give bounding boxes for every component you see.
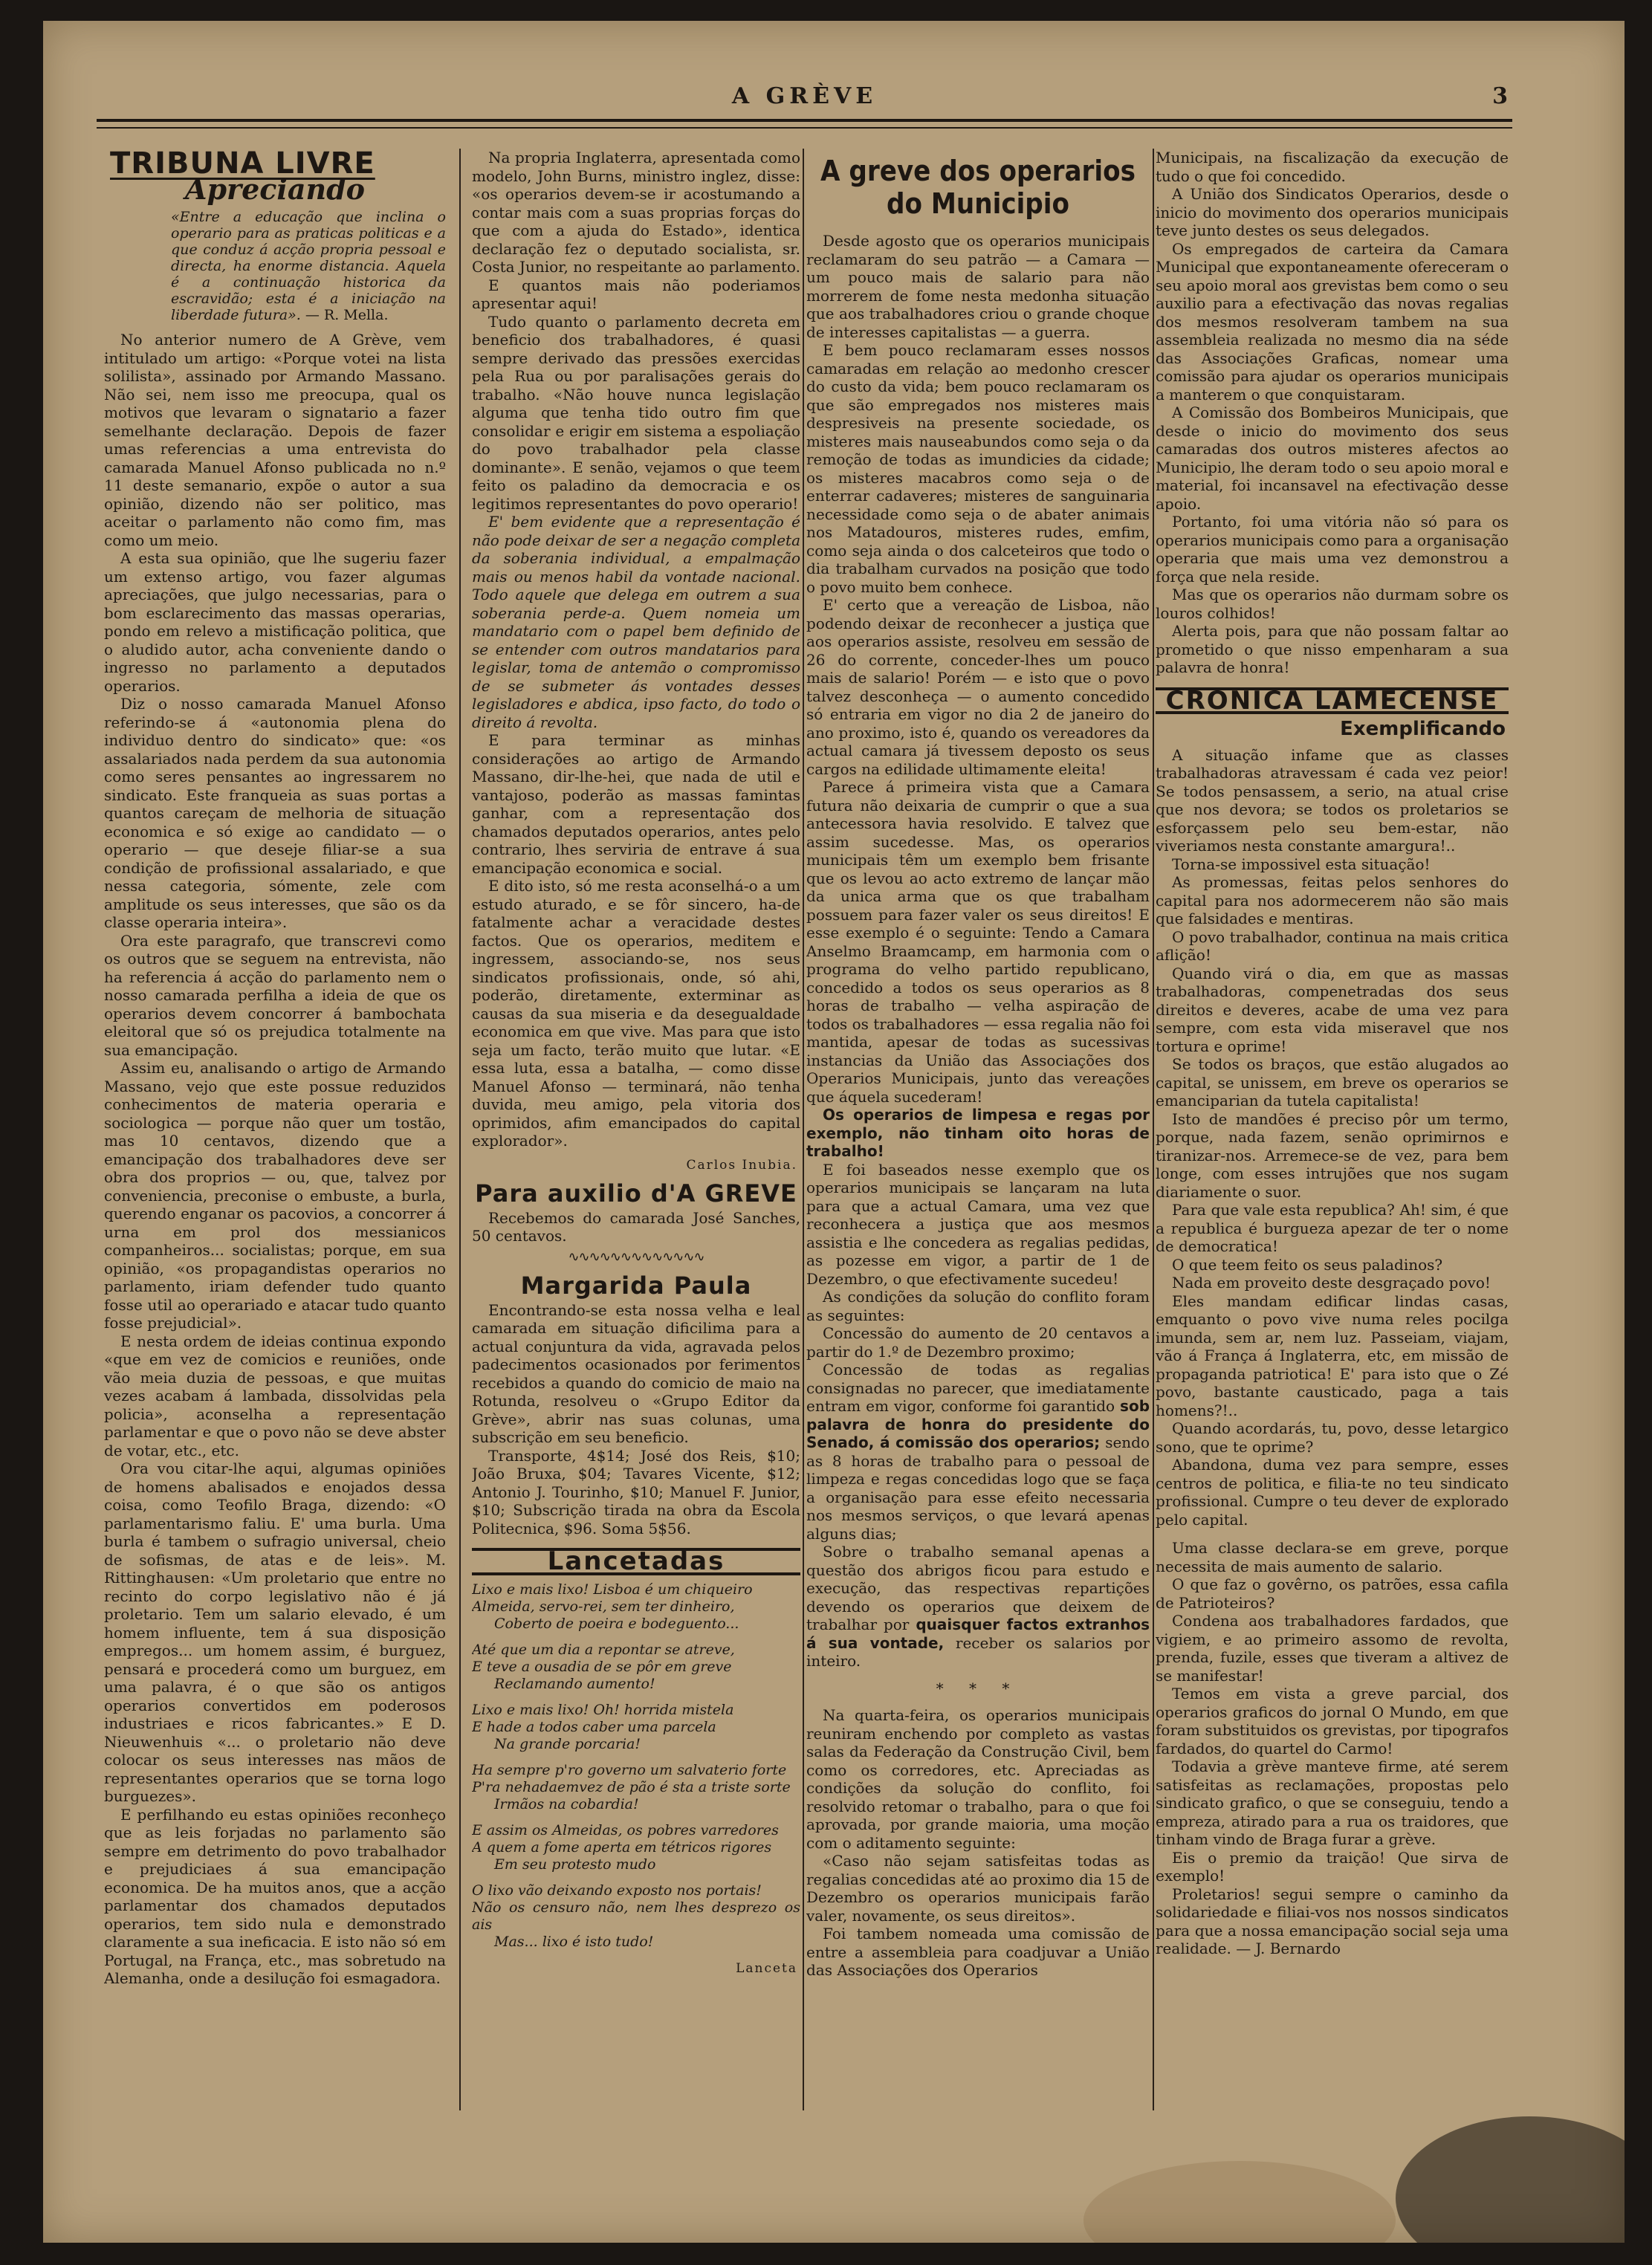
text-run: Sobre o trabalho semanal apenas a questão dos abrigos ficou para estudo e execução, das respectivas repartições devendo os operarios que deixem de trabalhar por (806, 1543, 1150, 1633)
wavy-divider: ∿∿∿∿∿∿∿∿∿∿∿∿∿ (568, 1248, 704, 1265)
verse-line: Na grande porcaria! (494, 1735, 641, 1752)
verse-line: E hade a todos caber uma parcela (472, 1718, 716, 1735)
article-title: Para auxilio d'A GREVE (475, 1179, 797, 1208)
paragraph: E dito isto, só me resta aconselhá-o a um estudo aturado, e se fôr sincero, ha-de fatalmente achar a veracidade destes factos. Que os operarios, meditem e ingressem, associando-se, nos seus sindicatos profissionais, onde, só ahi, poderão, diretamente, exterminar as causas da sua miseria e da desegualdade economica em que vive. Mas para que isto seja um facto, terão muito que lutar. «E essa luta, essa a batalha, — como disse Manuel Afonso — terminará, não tenha duvida, meu amigo, pela vitoria dos oprimidos, afim emancipados do capital explorador». (472, 877, 800, 1150)
newspaper-title: A GRÈVE (731, 83, 878, 109)
paragraph: E nesta ordem de ideias continua expondo «que em vez de comicios e reuniões, onde vão meia duzia de pessoas, e que muitas vezes acabam á lambada, dissolvidas pela policia», aconselha a representação parlamentar e que o povo não se deve abster de votar, etc., etc. (104, 1332, 446, 1459)
article-title: Lancetadas (472, 1548, 800, 1575)
paragraph: Se todos os braços, que estão alugados ao capital, se unissem, em breve os operarios se emanciparian da tutela capitalista! (1156, 1055, 1509, 1109)
epigraph-author: — R. Mella. (305, 307, 389, 323)
paragraph: Abandona, duma vez para sempre, esses centros de politica, e filia-te no teu sindicato profissional. Cumpre o teu dever de explorado pelo capital. (1156, 1456, 1509, 1529)
section-separator: * * * (936, 1679, 1020, 1697)
paragraph: «Caso não sejam satisfeitas todas as regalias concedidas até ao proximo dia 15 de Dezembro os operarios municipais farão valer, novamente, os seus direitos». (806, 1852, 1150, 1925)
paragraph: A União dos Sindicatos Operarios, desde o inicio do movimento dos operarios municipais teve junto destes os seus delegados. (1156, 185, 1509, 239)
paragraph: Parece á primeira vista que a Camara futura não deixaria de cumprir o que a sua antecessora havia resolvido. E talvez que assim sucedesse. Mas, os operarios municipais têm um exemplo bem frisante que os levou ao acto extremo de lançar mão da unica arma que os que trabalham possuem para fazer valer os seus direitos! E esse exemplo é o seguinte: Tendo a Camara Anselmo Braamcamp, em harmonia com o programa do velho partido republicano, concedido a todos os seus operarios as 8 horas de trabalho — velha aspiração de todos os trabalhadores — essa regalia não foi mantida, apesar de todas as sucessivas instancias da União das Associações dos Operarios Municipais, junto das vereações que áquela sucederam! (806, 778, 1150, 1106)
paragraph: Os empregados de carteira da Camara Municipal que expontaneamente ofereceram o seu apoio moral aos grevistas bem como o seu auxilio para a efectivação das novas regalias dos mesmos resolveram tambem na sua assembleia realizada no mesmo dia na séde das Associações Graficas, nomear uma comissão para ajudar os operarios municipais a manterem o que conquistaram. (1156, 239, 1509, 404)
paragraph: Tudo quanto o parlamento decreta em beneficio dos trabalhadores, é quasi sempre derivado das pressões exercidas pela Rua ou por paralisações gerais do trabalho. «Não houve nunca legislação alguma que tenha tido outro fim que consolidar e erigir em sistema a espoliação do povo trabalhador pela classe dominante». E senão, vejamos o que teem feito os paladino da democracia e os legitimos representantes do povo operario! (472, 312, 800, 513)
column-1 (104, 149, 446, 2110)
verse-line: Mas... lixo é isto tudo! (494, 1933, 654, 1950)
article-title: Margarida Paula (520, 1271, 752, 1300)
verse-line: P'ra nehadaemvez de pão é sta a triste sorte (472, 1778, 791, 1795)
paragraph: Eles mandam edificar lindas casas, emquanto o povo vive numa reles pocilga imunda, sem ar, nem luz. Passeiam, viajam, vão á França á Inglaterra, etc, em missão de propaganda patriotica! E' para isto que o Zé povo, bastante causticado, paga a tais homens?!.. (1156, 1292, 1509, 1419)
verse-line: Lixo e mais lixo! Lisboa é um chiqueiro (472, 1581, 753, 1598)
paragraph: Proletarios! segui sempre o caminho da solidariedade e filiai-vos nos nossos sindicatos para que a nossa emancipação social seja uma realidade. — J. Bernardo (1156, 1885, 1509, 1957)
paragraph: Eis o premio da traição! Que sirva de exemplo! (1156, 1848, 1509, 1885)
masthead (97, 83, 1512, 113)
column-divider (1153, 149, 1154, 2110)
article-title: Exemplificando (1340, 718, 1506, 740)
paragraph: Ora este paragrafo, que transcrevi como os outros que se seguem na entrevista, não ha referencia á acção do parlamento nem o nosso camarada perfilha a ideia de que os operarios devem concorrer á bambochata eleitoral que só os prejudica totalmente na sua emancipação. (104, 931, 446, 1059)
verse-line: E teve a ousadia de se pôr em greve (472, 1658, 732, 1675)
paragraph: Transporte, 4$14; José dos Reis, $10; João Bruxa, $04; Tavares Vicente, $12; Antonio J. Tourinho, $10; Manuel F. Junior, $10; Subscrição tirada na obra da Escola Politecnica, $96. Soma 5$56. (472, 1446, 800, 1537)
paragraph: Municipais, na fiscalização da execução de tudo o que foi concedido. (1156, 149, 1509, 185)
paragraph: O que teem feito os seus paladinos? (1172, 1255, 1443, 1274)
paragraph: Condena aos trabalhadores fardados, que vigiem, e ao primeiro assomo de revolta, prenda, fuzile, esses que tiveram a altivez de se manifestar! (1156, 1612, 1509, 1685)
page-number: 3 (1492, 83, 1512, 109)
text-run: sendo as 8 horas de trabalho para o pessoal de limpeza e regas concedidas logo que se faça a organisação para esse efeito necessaria nos mesmos serviços, o que levará apenas alguns dias; (806, 1433, 1150, 1543)
paragraph: E perfilhando eu estas opiniões reconheço que as leis forjadas no parlamento são sempre em detrimento do povo trabalhador e prejudiciaes á sua emancipação economica. De ha muitos anos, que a acção parlamentar dos chamados deputados operarios, tem sido nula e demonstrado claramente a sua ineficacia. E isto não só em Portugal, na França, etc., mas sobretudo na Alemanha, onde a desilução foi esmagadora. (104, 1805, 446, 1987)
title-line: do Municipio (887, 187, 1069, 220)
torn-corner (1396, 2116, 1625, 2243)
epigraph-text: «Entre a educação que inclina o operario para as praticas politicas e a que conduz á acção propria pessoal e directa, ha enorme distancia. Aquela é a continuação historica da escravidão; esta é a iniciação na liberdade futura». (171, 209, 446, 323)
paragraph: Ora vou citar-lhe aqui, algumas opiniões de homens abalisados e enojados dessa coisa, como Teofilo Braga, dizendo: «O parlamentarismo faliu. E' uma burla. Uma burla é tambem o sufragio universal, cheio de sofismas, de atas e de leis». M. Rittinghausen: «Um proletario que entre no recinto do corpo legislativo não é já proletario. Tem um salario elevado, é um homem influente, tem á sua disposição empregos... um homem assim, é burguez, pensará e procederá como um burguez, em uma palavra, é o que são os antigos operarios convertidos em poderosos industriaes e ricos fabricantes.» E D. Nieuwenhuis «... o proletario não deve colocar os seus interesses nas mãos de representantes operarios que se torna logo burguezes». (104, 1459, 446, 1805)
paragraph: No anterior numero de A Grève, vem intitulado um artigo: «Porque votei na lista solilista», assinado por Armando Massano. Não sei, nem isso me preocupa, qual os motivos que levaram o signatario a fazer semelhante declaração. Depois de fazer umas referencias a uma entrevista do camarada Manuel Afonso publicada no n.º 11 deste semanario, expõe o autor a sua opinião, dizendo não ser politico, mas aceitar o parlamento não como fim, mas como um meio. (104, 331, 446, 549)
bold-text: sob palavra de honra do presidente do Senado, á comissão dos operarios; (806, 1397, 1150, 1451)
paragraph: E bem pouco reclamaram esses nossos camaradas em relação ao medonho crescer do custo da vida; bem pouco reclamaram os que são empregados nos misteres mais despresiveis na presente sociedade, os misteres mais nauseabundos como seja o da remoção de todas as imundicies da cidade; os misteres macabros como seja o de enterrar cadaveres; misteres de sanguinaria necessidade como seja o de abater animais nos Matadouros, misteres rudes, emfim, como seja ainda o dos calceteiros que todo o dia trabalham curvados na posição que todo o povo muito bem conhece. (806, 341, 1150, 596)
paragraph: Diz o nosso camarada Manuel Afonso referindo-se á «autonomia plena do individuo dentro do sindicato» que: «os assalariados nada perdem da sua autonomia como seres pensantes ao ingressarem no sindicato. Este franqueia as suas portas a quantos careçam de melhoria de situação economica e só exige ao candidato — o operario — que deseje filiar-se a sua condição de profissional assalariado, e que nessa categoria, sómente, zele com amplitude os seus interesses, que são os da classe operaria inteira». (104, 695, 446, 931)
epigraph (171, 209, 446, 323)
paragraph: Foi tambem nomeada uma comissão de entre a assembleia para coadjuvar a União das Associações dos Operarios (806, 1925, 1150, 1979)
header-rule (97, 119, 1512, 129)
paragraph: Temos em vista a greve parcial, dos operarios graficos do jornal O Mundo, em que foram substituidos os grevistas, por tipografos fardados, do quartel do Carmo! (1156, 1685, 1509, 1757)
paragraph: A esta sua opinião, que lhe sugeriu fazer um extenso artigo, vou fazer algumas apreciações, que julgo necessarias, para o bom esclarecimento das massas operarias, pondo em relevo a mistificação politica, que o aludido autor, acha conveniente dando o ingresso no parlamento a deputados operarios. (104, 549, 446, 695)
paragraph: As promessas, feitas pelos senhores do capital para nos adormecerem não são mais que falsidades e mentiras. (1156, 873, 1509, 927)
verse-stanza (472, 1882, 800, 1951)
verse-stanza (472, 1702, 800, 1753)
column-4 (1156, 149, 1509, 2110)
paragraph: Para que vale esta republica? Ah! sim, é que a republica é burgueza apezar de ter o nome de democratica! (1156, 1201, 1509, 1255)
paragraph: E para terminar as minhas considerações ao artigo de Armando Massano, dir-lhe-hei, que nada de util e vantajoso, poderão as massas famintas ganhar, com a representação dos chamados deputados operarios, antes pelo contrario, lhes serviria de entrave á sua emancipação economica e social. (472, 731, 800, 877)
paper-stain (1083, 2161, 1396, 2243)
verse-stanza (472, 1642, 800, 1693)
paragraph: E quantos mais não poderiamos apresentar aqui! (472, 276, 800, 312)
bold-text: Os operarios de limpesa e regas por exemplo, não tinham oito horas de trabalho! (806, 1106, 1150, 1160)
text-run: receber os salarios por inteiro. (806, 1633, 1150, 1670)
article-title (806, 155, 1150, 220)
paragraph: Quando virá o dia, em que as massas trabalhadoras, compenetradas dos seus direitos e deveres, acabe de uma vez para sempre, com esta vida miseravel que nos tortura e oprime! (1156, 964, 1509, 1055)
text-run: Concessão de todas as regalias consignadas no parecer, que imediatamente entram em vigor, conforme foi garantido (806, 1361, 1150, 1415)
verse-line: Coberto de poeira e bodeguento... (494, 1615, 739, 1632)
paragraph (806, 1543, 1150, 1671)
verse-line: O lixo vão deixando exposto nos portais! (472, 1882, 762, 1899)
column-2 (472, 149, 800, 2110)
column-divider (459, 149, 461, 2110)
paragraph: Alerta pois, para que não possam faltar ao prometido o que nisso empenharam a sua palavra de honra! (1156, 622, 1509, 676)
paragraph: Isto de mandões é preciso pôr um termo, porque, nada fazem, senão oprimirnos e tiranizar-nos. Arremece-se de vez, para bem longe, com esses intrujões que nos sugam diariamente o suor. (1156, 1109, 1509, 1201)
verse-line: Em seu protesto mudo (494, 1856, 656, 1873)
section-heading: TRIBUNA LIVRE (110, 149, 375, 181)
verse-line: Não os censuro não, nem lhes desprezo os ais (472, 1899, 800, 1933)
paragraph: Desde agosto que os operarios municipais reclamaram do seu patrão — a Camara — um pouco mais de salario para não morrerem de fome nesta medonha situação que aos trabalhadores criou o grande choque de interesses capitalistas — a guerra. (806, 232, 1150, 341)
paragraph: Torna-se impossivel esta situação! (1172, 855, 1431, 873)
title-line: A greve dos operarios (820, 155, 1136, 187)
paragraph: Portanto, foi uma vitória não só para os operarios municipais como para a organisação operaria que mais uma vez demonstrou a força que nela reside. (1156, 513, 1509, 586)
paragraph: E foi baseados nesse exemplo que os operarios municipais se lançaram na luta para que a actual Camara, uma vez que reconhecera a justiça que aos mesmos assistia e lhe concedera as regalias pedidas, as pozesse em vigor, a partir de 1 de Dezembro, o que efectivamente sucedeu! (806, 1160, 1150, 1288)
paragraph: Assim eu, analisando o artigo de Armando Massano, vejo que este possue reduzidos conhecimentos de materia operaria e sociologica — porque não quer um tostão, mas 10 centavos, dizendo que a emancipação dos trabalhadores deve ser obra dos proprios — ou, que, talvez por conveniencia, preconise o embuste, a burla, querendo enganar os pacovios, a concorrer á urna em prol dos messianicos companheiros... socialistas; porque, em sua opinião, «os propagandistas operarios no parlamento, iriam defender tudo quanto fosse util ao operariado e atacar tudo quanto fosse prejudicial». (104, 1059, 446, 1332)
paragraph: Uma classe declara-se em greve, porque necessita de mais aumento de salario. (1156, 1539, 1509, 1575)
paragraph: Quando acordarás, tu, povo, desse letargico sono, que te oprime? (1156, 1419, 1509, 1456)
verse-line: Ha sempre p'ro governo um salvaterio forte (472, 1761, 787, 1778)
paragraph: As condições da solução do conflito foram as seguintes: (806, 1288, 1150, 1324)
paragraph: O que faz o govêrno, os patrões, essa cafila de Patrioteiros? (1156, 1575, 1509, 1612)
section-heading: CRONICA LAMECENSE (1156, 687, 1509, 715)
bold-text: quaisquer factos extranhos á sua vontade, (806, 1616, 1150, 1652)
verse-line: Lixo e mais lixo! Oh! horrida mistela (472, 1701, 734, 1718)
verse-line: Até que um dia a repontar se atreve, (472, 1641, 735, 1658)
verse-line: E assim os Almeidas, os pobres varredores (472, 1821, 779, 1838)
paragraph: Na propria Inglaterra, apresentada como modelo, John Burns, ministro inglez, disse: «os operarios devem-se ir acostumando a contar mais com a suas proprias forças do que com a ajuda do Estado», identica declaração fez o deputado socialista, sr. Costa Junior, no respeitante ao parlamento. (472, 149, 800, 276)
column-divider (803, 149, 804, 2110)
column-3 (806, 149, 1150, 2110)
paragraph: Recebemos do camarada José Sanches, 50 centavos. (472, 1208, 800, 1245)
paragraph: A situação infame que as classes trabalhadoras atravessam é cada vez peior! Se todos pensassem, a serio, na atual crise que nos devora; se todos os proletarios se esforçassem pelo seu bem-estar, não viveriamos nesta constante amargura!.. (1156, 745, 1509, 855)
paragraph: Nada em proveito deste desgraçado povo! (1172, 1274, 1491, 1292)
paragraph: O povo trabalhador, continua na mais critica aflição! (1156, 927, 1509, 964)
paragraph: Todavia a grève manteve firme, até serem satisfeitas as reclamações, propostas pelo sindicato grafico, o que se conseguiu, tendo a empreza, atirado para a rua os traidores, que tinham vindo de Braga furar a grève. (1156, 1757, 1509, 1848)
paragraph: E' certo que a vereação de Lisboa, não podendo deixar de reconhecer a justiça que aos operarios assiste, resolveu em sessão de 26 do corrente, conceder-lhes um pouco mais de salario! Porém — e isto que o povo talvez desconheça — o aumento concedido só entraria em vigor no dia 2 de janeiro do ano proximo, isto é, quando os vereadores da actual camara já tivessem deposto os seus cargos na edilidade ultimamente eleita! (806, 596, 1150, 778)
verse-line: Almeida, servo-rei, sem ter dinheiro, (472, 1598, 735, 1615)
verse-line: Irmãos na cobardia! (494, 1795, 639, 1812)
verse-stanza (472, 1581, 800, 1633)
paragraph: A Comissão dos Bombeiros Municipais, que desde o inicio do movimento dos seus camaradas dos outros misteres afectos ao Municipio, lhe deram todo o seu apoio moral e material, foi incansavel na efectivação desse apoio. (1156, 404, 1509, 513)
author-signature: Carlos Inubia. (686, 1157, 797, 1173)
paragraph: Encontrando-se esta nossa velha e leal camarada em situação dificilima para a actual conjuntura da vida, agravada pelos padecimentos ocasionados por ferimentos recebidos a quando do comicio de maio na Rotunda, resolveu o «Grupo Editor da Grève», abrir nas suas colunas, uma subscrição em seu beneficio. (472, 1300, 800, 1446)
verse-line: A quem a fome aperta em tétricos rigores (472, 1838, 772, 1856)
verse-stanza (472, 1822, 800, 1873)
verse-stanza (472, 1762, 800, 1813)
article-title: Apreciando (185, 172, 365, 206)
paragraph: Mas que os operarios não durmam sobre os louros colhidos! (1156, 586, 1509, 622)
author-signature: Lanceta (736, 1960, 797, 1976)
paragraph: Concessão do aumento de 20 centavos a partir do 1.º de Dezembro proximo; (806, 1324, 1150, 1361)
paragraph: Na quarta-feira, os operarios municipais reuniram enchendo por completo as vastas salas da Federação da Construção Civil, bem como os corredores, etc. Apreciadas as condições da solução do conflito, foi resolvido retomar o trabalho, para o que foi aprovada, por grande maioria, uma moção com o aditamento seguinte: (806, 1706, 1150, 1852)
verse-line: Reclamando aumento! (494, 1675, 655, 1692)
paragraph: E' bem evidente que a representação é não pode deixar de ser a negação completa da soberania individual, a empalmação mais ou menos habil da vontade nacional. Todo aquele que delega em outrem a sua soberania perde-a. Quem nomeia um mandatario com o papel bem definido de se entender com outros mandatarios para legislar, toma de antemão o compromisso de se submeter ás vontades desses legisladores e abdica, ipso facto, do todo o direito á revolta. (472, 513, 800, 731)
paragraph (806, 1361, 1150, 1543)
paragraph-bold (806, 1106, 1150, 1161)
